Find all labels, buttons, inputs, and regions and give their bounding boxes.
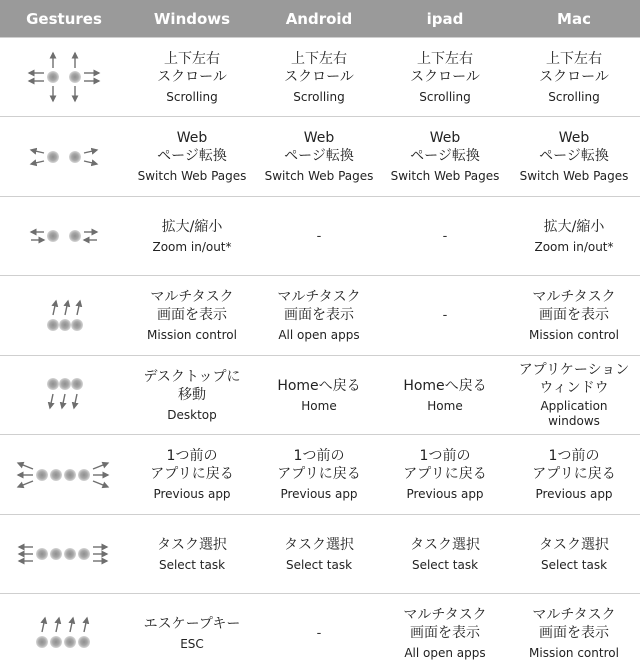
label-en: Application windows [510,399,638,429]
not-supported-dash: - [384,308,506,323]
label-en: Scrolling [258,90,380,105]
cell-ipad [382,435,508,515]
label-ja: タスク選択 [130,536,254,554]
gesture-cell [0,356,128,435]
cell-android [256,38,382,117]
label-ja: タスク選択 [510,536,638,554]
label-en: Switch Web Pages [510,169,638,184]
cell-mac [508,594,640,672]
pinch-zoom-icon [9,221,119,251]
four-finger-swipe-sideways-icon [4,536,124,572]
cell-mac [508,356,640,435]
label-en: Home [384,399,506,414]
label-en: Select task [510,558,638,573]
label-en: Mission control [130,328,254,343]
cell-ipad [382,197,508,276]
not-supported-dash: - [258,229,380,244]
cell-android [256,515,382,594]
four-direction-scroll-icon [9,40,119,114]
label-ja: タスク選択 [258,536,380,554]
gesture-cell [0,594,128,672]
label-ja: Web ページ転換 [384,129,506,165]
label-en: Switch Web Pages [130,169,254,184]
cell-android [256,594,382,672]
cell-ipad [382,356,508,435]
label-en: Previous app [130,487,254,502]
label-ja: 上下左右 スクロール [384,50,506,86]
three-finger-swipe-down-icon [9,370,119,420]
header-gestures: Gestures [0,0,128,38]
cell-ipad [382,515,508,594]
header-android: Android [256,0,382,38]
label-en: Zoom in/out* [130,240,254,255]
four-finger-horizontal-swipe-icon [4,455,124,495]
label-en: Select task [384,558,506,573]
label-ja: Web ページ転換 [130,129,254,165]
label-ja: エスケープキー [130,615,254,633]
gesture-cell [0,197,128,276]
cell-mac [508,197,640,276]
label-en: Previous app [510,487,638,502]
header-row [0,0,640,38]
label-en: Zoom in/out* [510,240,638,255]
label-en: Switch Web Pages [258,169,380,184]
label-en: Previous app [258,487,380,502]
label-ja: 拡大/縮小 [130,218,254,236]
cell-mac [508,435,640,515]
header-windows: Windows [128,0,256,38]
header-mac: Mac [508,0,640,38]
table-row [0,117,640,197]
label-ja: 1つ前の アプリに戻る [130,447,254,483]
gesture-cell [0,515,128,594]
cell-ipad [382,594,508,672]
cell-android [256,435,382,515]
table-row [0,276,640,356]
label-en: Scrolling [510,90,638,105]
cell-ipad [382,38,508,117]
gesture-cell [0,117,128,197]
label-en: Select task [258,558,380,573]
label-ja: マルチタスク 画面を表示 [130,288,254,324]
cell-windows [128,38,256,117]
label-ja: Homeへ戻る [384,377,506,395]
table-row [0,197,640,276]
label-en: Desktop [130,408,254,423]
label-en: Select task [130,558,254,573]
label-ja: Homeへ戻る [258,377,380,395]
label-en: Scrolling [384,90,506,105]
cell-mac [508,117,640,197]
label-ja: マルチタスク 画面を表示 [510,288,638,324]
header-ipad: ipad [382,0,508,38]
label-ja: 1つ前の アプリに戻る [258,447,380,483]
not-supported-dash: - [384,229,506,244]
label-ja: 上下左右 スクロール [130,50,254,86]
cell-mac [508,38,640,117]
label-en: Mission control [510,328,638,343]
label-en: ESC [130,637,254,652]
gesture-cell [0,435,128,515]
label-en: All open apps [384,646,506,661]
cell-mac [508,276,640,356]
cell-windows [128,356,256,435]
label-en: Scrolling [130,90,254,105]
label-ja: 1つ前の アプリに戻る [510,447,638,483]
cell-ipad [382,276,508,356]
gesture-cell [0,38,128,117]
cell-android [256,356,382,435]
cell-windows [128,197,256,276]
label-en: Switch Web Pages [384,169,506,184]
label-ja: 上下左右 スクロール [510,50,638,86]
cell-android [256,197,382,276]
label-ja: マルチタスク 画面を表示 [510,606,638,642]
cell-android [256,276,382,356]
table-row [0,515,640,594]
table-row [0,594,640,672]
cell-mac [508,515,640,594]
label-ja: マルチタスク 画面を表示 [258,288,380,324]
label-ja: アプリケーション ウィンドウ [510,361,638,397]
cell-ipad [382,117,508,197]
label-ja: Web ページ転換 [510,129,638,165]
label-en: Previous app [384,487,506,502]
four-finger-swipe-up-icon [4,608,124,658]
cell-windows [128,435,256,515]
label-ja: タスク選択 [384,536,506,554]
cell-windows [128,117,256,197]
table-row [0,38,640,117]
label-ja: 1つ前の アプリに戻る [384,447,506,483]
cell-windows [128,594,256,672]
label-en: Home [258,399,380,414]
label-en: Mission control [510,646,638,661]
not-supported-dash: - [258,626,380,641]
two-finger-horizontal-swipe-icon [9,137,119,177]
label-ja: マルチタスク 画面を表示 [384,606,506,642]
gesture-cell [0,276,128,356]
table-row [0,356,640,435]
three-finger-swipe-up-icon [9,291,119,341]
label-ja: 上下左右 スクロール [258,50,380,86]
label-ja: 拡大/縮小 [510,218,638,236]
label-en: All open apps [258,328,380,343]
label-ja: デスクトップに 移動 [130,368,254,404]
cell-windows [128,515,256,594]
cell-windows [128,276,256,356]
label-ja: Web ページ転換 [258,129,380,165]
table-row [0,435,640,515]
cell-android [256,117,382,197]
